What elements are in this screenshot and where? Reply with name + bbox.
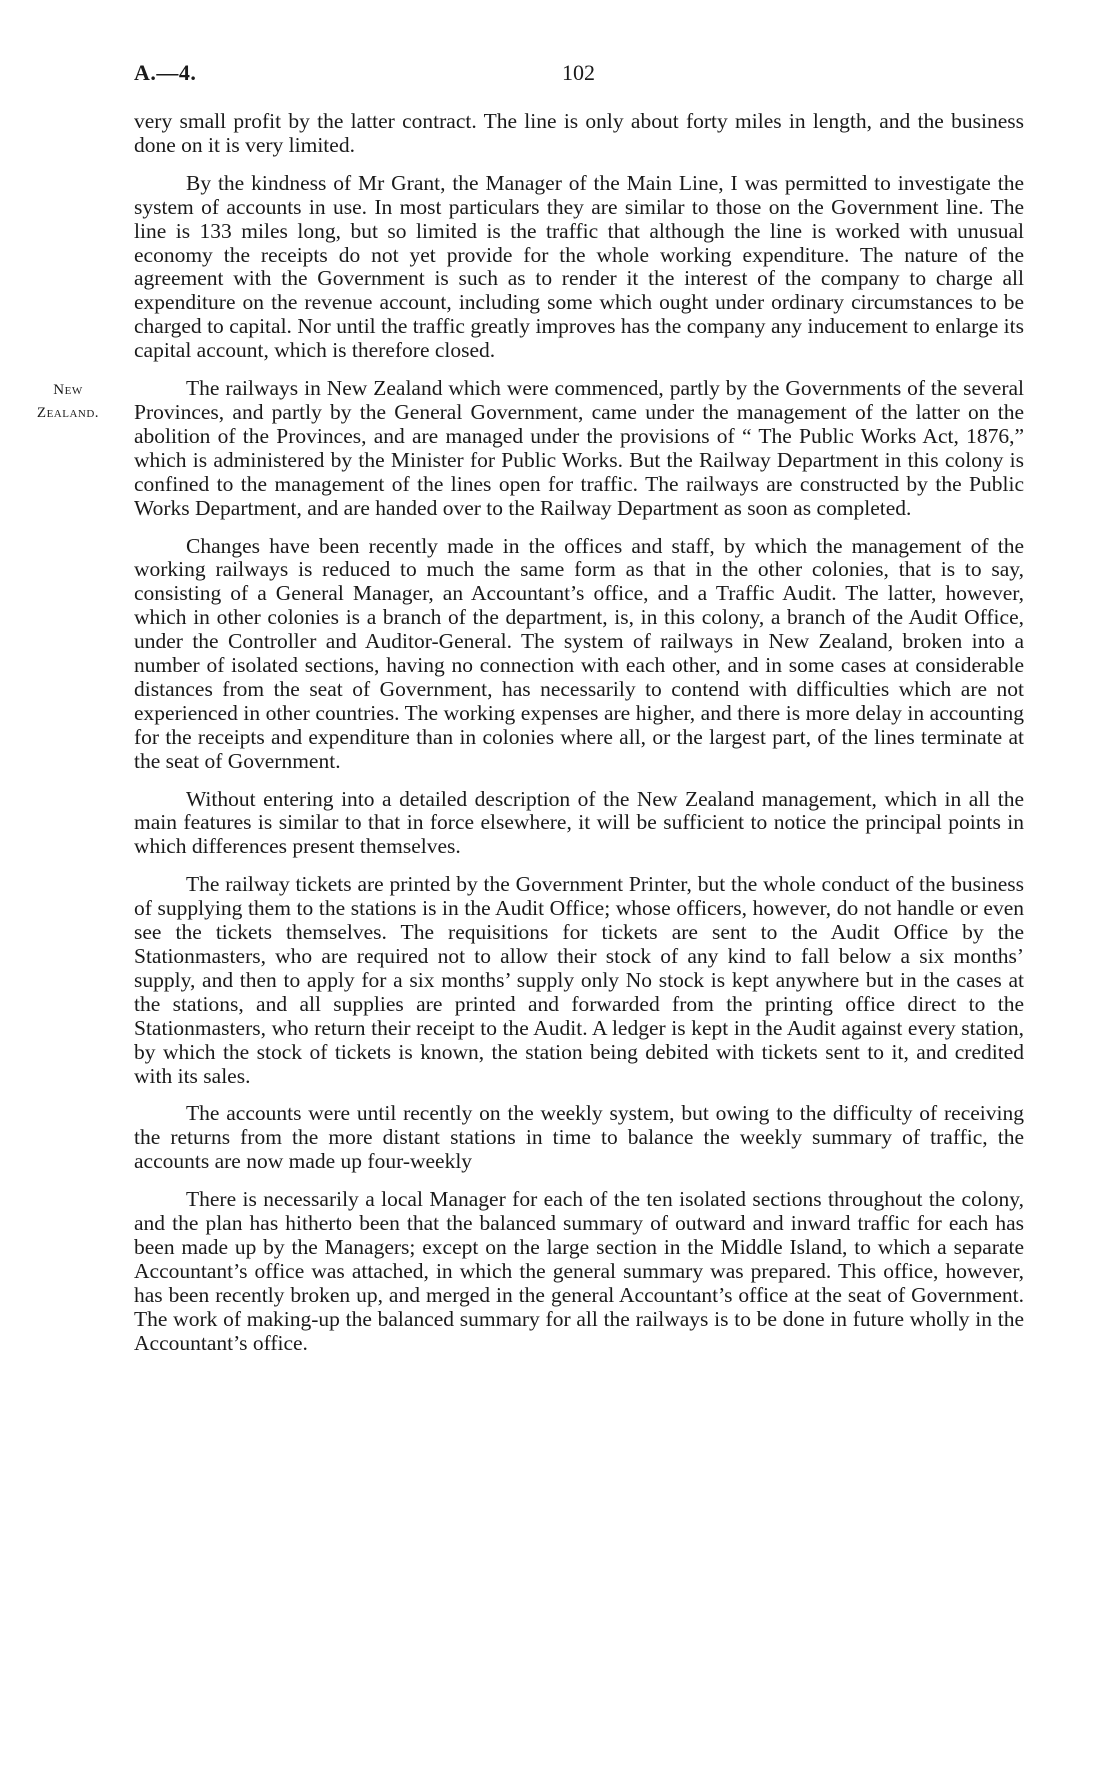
document-reference: A.—4. bbox=[134, 60, 197, 85]
paragraph-new-zealand-intro bbox=[36, 376, 1024, 520]
paragraph-tickets: The railway tickets are printed by the Government Printer, but the whole conduct of the business of supplying them to the stations is in the Audit Office; whose officers, however, do not handle or even see the tickets themselves. The requisitions for tickets are sent to the Audit Office by the Stationmasters, who are required not to allow their stock of any kind to fall below a six months’ supply, and then to apply for a six months’ supply only No stock is kept anywhere but in the cases at the stations, and all supplies are printed and forwarded from the printing office direct to the Stationmasters, who return their receipt to the Audit. A ledger is kept in the Audit against every station, by which the stock of tickets is known, the station being debited with tickets sent to it, and credited with its sales. bbox=[134, 872, 1024, 1088]
page-number: 102 bbox=[562, 60, 595, 85]
paragraph-text: The railways in New Zealand which were commenced, partly by the Governments of the several Provinces, and partly by the General Government, came under the management of the latter on the abolition of the Provinces, and are managed under the provisions of “ The Public Works Act, 1876,” which is administered by the Minister for Public Works. But the Railway Department in this colony is confined to the management of the lines open for traffic. The railways are constructed by the Public Works Department, and are handed over to the Railway Department as soon as completed. bbox=[134, 376, 1024, 520]
side-note-line-2: Zealand. bbox=[36, 405, 100, 422]
paragraph-management-changes: Changes have been recently made in the offices and staff, by which the management of the working railways is reduced to much the same form as that in the other colonies, that is to say, consisting of a General Manager, an Accountant’s office, and a Traffic Audit. The latter, however, which in other colonies is a branch of the department, is, in this colony, a branch of the Audit Office, under the Controller and Auditor-General. The system of railways in New Zealand, broken into a number of isolated sections, having no connection with each other, and in some cases at considerable distances from the seat of Government, has necessarily to contend with difficulties which are not experienced in other countries. The working expenses are higher, and there is more delay in accounting for the receipts and expenditure than in colonies where all, or the largest part, of the lines terminate at the seat of Government. bbox=[134, 533, 1024, 773]
paragraph-main-line: By the kindness of Mr Grant, the Manager of the Main Line, I was permitted to investigate the system of accounts in use. In most particulars they are similar to those on the Government line. The line is 133 miles long, but so limited is the traffic that although the line is worked with unusual economy the receipts do not yet provide for the whole working expenditure. The nature of the agreement with the Government is such as to render it the interest of the company to charge all expenditure on the revenue account, including some which ought under ordinary circumstances to be charged to capital. Nor until the traffic greatly improves has the company any inducement to enlarge its capital account, which is therefore closed. bbox=[134, 170, 1024, 363]
paragraph-description: Without entering into a detailed description of the New Zealand management, which in all the main features is similar to that in force elsewhere, it will be sufficient to notice the principal points in which differences present themselves. bbox=[134, 786, 1024, 859]
paragraph-local-managers: There is necessarily a local Manager for each of the ten isolated sections throughout the colony, and the plan has hitherto been that the balanced summary of outward and inward traffic for each has been made up by the Managers; except on the large section in the Middle Island, to which a separate Accountant’s office was attached, in which the general summary was prepared. This office, however, has been recently broken up, and merged in the general Accountant’s office at the seat of Government. The work of making-up the balanced summary for all the railways is to be done in future wholly in the Accountant’s office. bbox=[134, 1187, 1024, 1355]
paragraph-accounts: The accounts were until recently on the weekly system, but owing to the difficulty of receiving the returns from the more distant stations in time to balance the weekly summary of traffic, the accounts are now made up four-weekly bbox=[134, 1101, 1024, 1174]
side-note-new-zealand bbox=[18, 379, 118, 425]
side-note-line-1: New bbox=[53, 382, 83, 399]
page-body bbox=[36, 109, 1024, 1370]
paragraph-continuation: very small profit by the latter contract. The line is only about forty miles in length, and the business done on it is very limited. bbox=[134, 109, 1024, 157]
page-header bbox=[134, 60, 1024, 90]
